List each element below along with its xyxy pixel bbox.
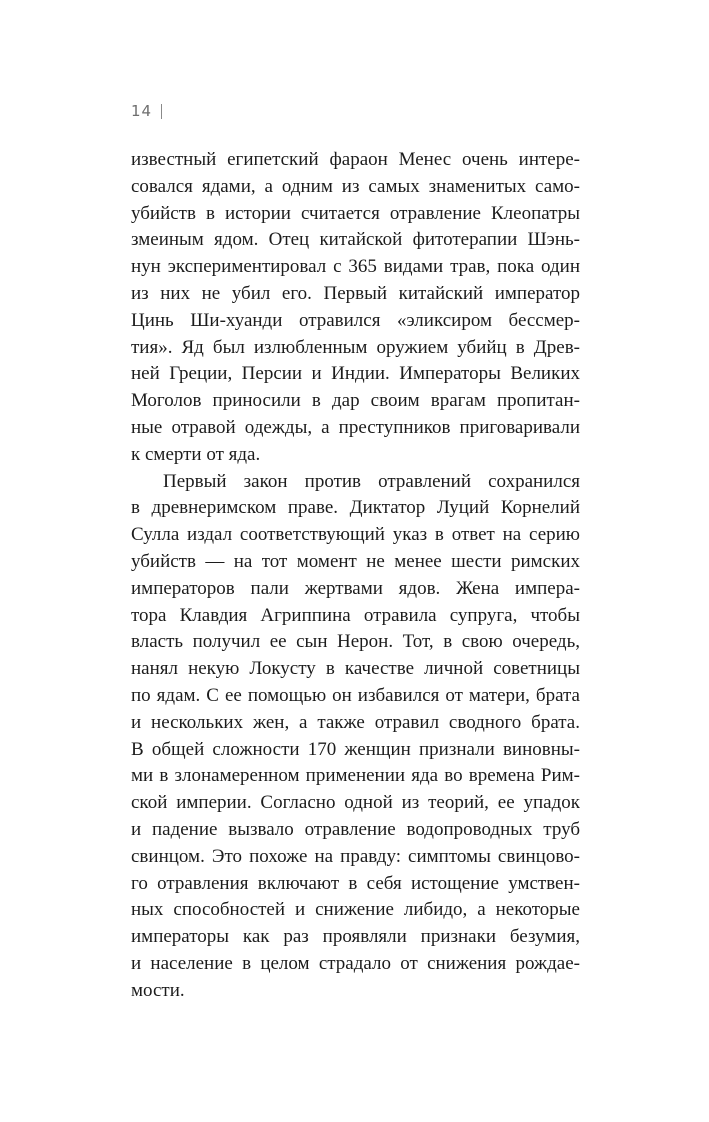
text-line: свинцом. Это похоже на правду: симптомы свинцово- xyxy=(131,845,580,867)
text-line: императоры как раз проявляли признаки безумия, xyxy=(131,926,580,948)
text-line: Сулла издал соответствующий указ в ответ на серию xyxy=(131,524,580,546)
paragraph xyxy=(131,469,580,1005)
text-line: В общей сложности 170 женщин признали виновны- xyxy=(131,738,580,760)
text-line: тия». Яд был излюбленным оружием убийц в Древ- xyxy=(131,336,580,358)
text-line: убийств — на тот момент не менее шести римских xyxy=(131,550,580,572)
text-line: Первый закон против отравлений сохранился xyxy=(163,470,580,492)
page-number: 14 xyxy=(131,102,153,120)
text-line: в древнеримском праве. Диктатор Луций Корнелий xyxy=(131,497,580,519)
text-line: совался ядами, а одним из самых знаменитых само- xyxy=(131,175,580,197)
text-line: и падение вызвало отравление водопроводных труб xyxy=(131,818,580,840)
body-text xyxy=(131,147,580,1005)
page-header xyxy=(131,102,162,120)
text-line: по ядам. С ее помощью он избавился от матери, брата xyxy=(131,684,580,706)
text-line: тора Клавдия Агриппина отравила супруга, чтобы xyxy=(131,604,580,626)
text-line: мости. xyxy=(131,979,185,1001)
text-line: Цинь Ши-хуанди отравился «эликсиром бессмер- xyxy=(131,309,580,331)
text-line: и население в целом страдало от снижения рождае- xyxy=(131,952,580,974)
text-line: змеиным ядом. Отец китайской фитотерапии Шэнь- xyxy=(131,229,580,251)
text-line: императоров пали жертвами ядов. Жена импера- xyxy=(131,577,580,599)
text-line: ской империи. Согласно одной из теорий, ее упадок xyxy=(131,792,580,814)
text-line: ней Греции, Персии и Индии. Императоры Великих xyxy=(131,363,580,385)
text-line: го отравления включают в себя истощение умствен- xyxy=(131,872,580,894)
text-line: и нескольких жен, а также отравил сводного брата. xyxy=(131,711,580,733)
text-line: из них не убил его. Первый китайский император xyxy=(131,282,580,304)
text-line: убийств в истории считается отравление Клеопатры xyxy=(131,202,580,224)
text-line: к смерти от яда. xyxy=(131,443,261,465)
text-line: ные отравой одежды, а преступников приговаривали xyxy=(131,416,580,438)
paragraph xyxy=(131,147,580,469)
text-line: ных способностей и снижение либидо, а некоторые xyxy=(131,899,580,921)
text-line: нун экспериментировал с 365 видами трав, пока один xyxy=(131,256,580,278)
page-number-divider xyxy=(161,104,162,119)
text-line: власть получил ее сын Нерон. Тот, в свою очередь, xyxy=(131,631,580,653)
text-line: нанял некую Локусту в качестве личной советницы xyxy=(131,658,580,680)
text-line: известный египетский фараон Менес очень интере- xyxy=(131,149,580,170)
text-line: Моголов приносили в дар своим врагам пропитан- xyxy=(131,390,580,412)
text-line: ми в злонамеренном применении яда во времена Рим- xyxy=(131,765,580,787)
